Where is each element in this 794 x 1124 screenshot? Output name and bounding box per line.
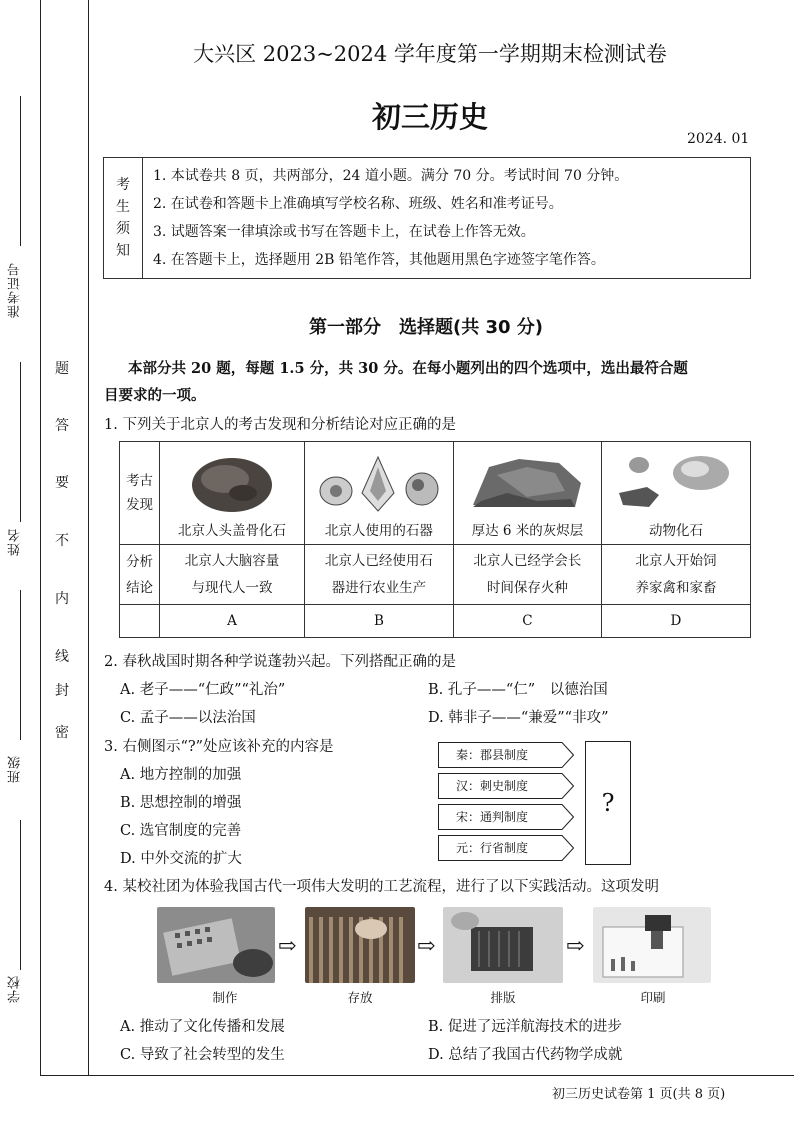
q1-option-letter: C bbox=[453, 605, 601, 638]
q3-stem: 3. 右侧图示“?”处应该补充的内容是 bbox=[104, 739, 334, 755]
step-caption: 制作 bbox=[212, 990, 238, 1005]
seal-char: 封 bbox=[55, 683, 69, 699]
q1-conclusion-d: 北京人开始饲 养家禽和家畜 bbox=[601, 545, 750, 605]
q1-cell-b: 北京人使用的石器 bbox=[304, 442, 453, 545]
arrow-right-icon: ⇨ bbox=[278, 934, 297, 959]
notice-items bbox=[143, 158, 751, 279]
animal-fossil-image bbox=[611, 453, 741, 515]
flow-item: 汉：刺史制度 bbox=[438, 773, 574, 799]
q3-option-a: A. 地方控制的加强 bbox=[120, 767, 242, 783]
binding-line-outer bbox=[40, 0, 41, 1075]
seal-char: 线 bbox=[55, 649, 69, 665]
q1-option-letter: B bbox=[304, 605, 453, 638]
q2-option-a: A. 老子——“仁政”“礼治” bbox=[120, 682, 286, 698]
seal-char: 题 bbox=[55, 361, 69, 377]
q1-cell-d: 动物化石 bbox=[601, 442, 750, 545]
q1-cell-a: 北京人头盖骨化石 bbox=[160, 442, 305, 545]
class-underline bbox=[20, 590, 21, 740]
step-photo-printing bbox=[593, 907, 711, 983]
ash-layer-image bbox=[467, 453, 587, 515]
q1-stem: 1. 下列关于北京人的考古发现和分析结论对应正确的是 bbox=[104, 417, 456, 433]
q1-row-label: 考古 发现 bbox=[120, 442, 160, 545]
name-label: 姓名 bbox=[8, 528, 23, 556]
notice-item: 1. 本试卷共 8 页，共两部分，24 道小题。满分 70 分。考试时间 70 分钟。 bbox=[153, 168, 629, 184]
part1-heading: 第一部分 选择题(共 30 分) bbox=[308, 317, 544, 338]
name-underline bbox=[20, 362, 21, 522]
school-label: 学校 bbox=[8, 975, 23, 1003]
flow-item: 秦：郡县制度 bbox=[438, 742, 574, 768]
step-photo-making bbox=[157, 907, 275, 983]
binding-line-inner bbox=[88, 0, 89, 1075]
skull-fossil-image bbox=[187, 453, 277, 515]
arrow-right-icon: ⇨ bbox=[417, 934, 436, 959]
seal-char: 要 bbox=[55, 475, 69, 491]
page-footer: 初三历史试卷第 1 页(共 8 页) bbox=[552, 1087, 726, 1102]
part1-instruction-2: 目要求的一项。 bbox=[104, 387, 206, 404]
seal-char: 内 bbox=[55, 591, 69, 607]
q2-option-b: B. 孔子——“仁” 以德治国 bbox=[428, 682, 608, 698]
q1-option-letter: D bbox=[601, 605, 750, 638]
q2-option-c: C. 孟子——以法治国 bbox=[120, 710, 256, 726]
q4-option-a: A. 推动了文化传播和发展 bbox=[120, 1019, 285, 1035]
seal-char: 不 bbox=[55, 533, 69, 549]
part1-instruction-1: 本部分共 20 题，每题 1.5 分，共 30 分。在每小题列出的四个选项中，选出最符合题 bbox=[128, 360, 688, 377]
notice-item: 2. 在试卷和答题卡上准确填写学校名称、班级、姓名和准考证号。 bbox=[153, 196, 563, 212]
q1-conclusion-b: 北京人已经使用石 器进行农业生产 bbox=[304, 545, 453, 605]
q4-option-c: C. 导致了社会转型的发生 bbox=[120, 1047, 285, 1063]
q3-option-c: C. 选官制度的完善 bbox=[120, 823, 242, 839]
question-mark-box: ? bbox=[585, 741, 631, 865]
notice-box bbox=[103, 157, 751, 279]
notice-item: 3. 试题答案一律填涂或书写在答题卡上，在试卷上作答无效。 bbox=[153, 224, 535, 240]
flow-item: 宋：通判制度 bbox=[438, 804, 574, 830]
bottom-rule bbox=[40, 1075, 794, 1076]
notice-item: 4. 在答题卡上，选择题用 2B 铅笔作答，其他题用黑色字迹签字笔作答。 bbox=[153, 252, 605, 268]
zkz-label: 准考证号 bbox=[8, 262, 23, 318]
q2-option-d: D. 韩非子——“兼爱”“非攻” bbox=[428, 710, 609, 726]
exam-title: 大兴区 2023~2024 学年度第一学期期末检测试卷 bbox=[193, 42, 667, 66]
flow-item: 元：行省制度 bbox=[438, 835, 574, 861]
notice-label: 考 生 须 知 bbox=[104, 158, 143, 279]
q1-table bbox=[119, 441, 751, 638]
exam-date: 2024. 01 bbox=[687, 131, 750, 147]
seal-char: 密 bbox=[55, 725, 69, 741]
stone-tools-image bbox=[314, 453, 444, 515]
q1-cell-c: 厚达 6 米的灰烬层 bbox=[453, 442, 601, 545]
q3-option-d: D. 中外交流的扩大 bbox=[120, 851, 242, 867]
subject-title: 初三历史 bbox=[371, 100, 488, 134]
seal-char: 答 bbox=[55, 418, 69, 434]
school-underline bbox=[20, 820, 21, 970]
q1-conclusion-c: 北京人已经学会长 时间保存火种 bbox=[453, 545, 601, 605]
q1-option-letter: A bbox=[160, 605, 305, 638]
step-photo-typesetting bbox=[443, 907, 563, 983]
q4-option-d: D. 总结了我国古代药物学成就 bbox=[428, 1047, 623, 1063]
step-caption: 排版 bbox=[490, 990, 516, 1005]
q1-row-label: 分析 结论 bbox=[120, 545, 160, 605]
q1-conclusion-a: 北京人大脑容量 与现代人一致 bbox=[160, 545, 305, 605]
step-caption: 存放 bbox=[347, 990, 373, 1005]
step-caption: 印刷 bbox=[640, 990, 666, 1005]
arrow-right-icon: ⇨ bbox=[566, 934, 585, 959]
q3-option-b: B. 思想控制的增强 bbox=[120, 795, 242, 811]
q2-stem: 2. 春秋战国时期各种学说蓬勃兴起。下列搭配正确的是 bbox=[104, 654, 456, 670]
q4-stem: 4. 某校社团为体验我国古代一项伟大发明的工艺流程，进行了以下实践活动。这项发明 bbox=[104, 879, 659, 895]
step-photo-storing bbox=[305, 907, 415, 983]
q4-option-b: B. 促进了远洋航海技术的进步 bbox=[428, 1019, 622, 1035]
class-label: 班级 bbox=[8, 755, 23, 783]
